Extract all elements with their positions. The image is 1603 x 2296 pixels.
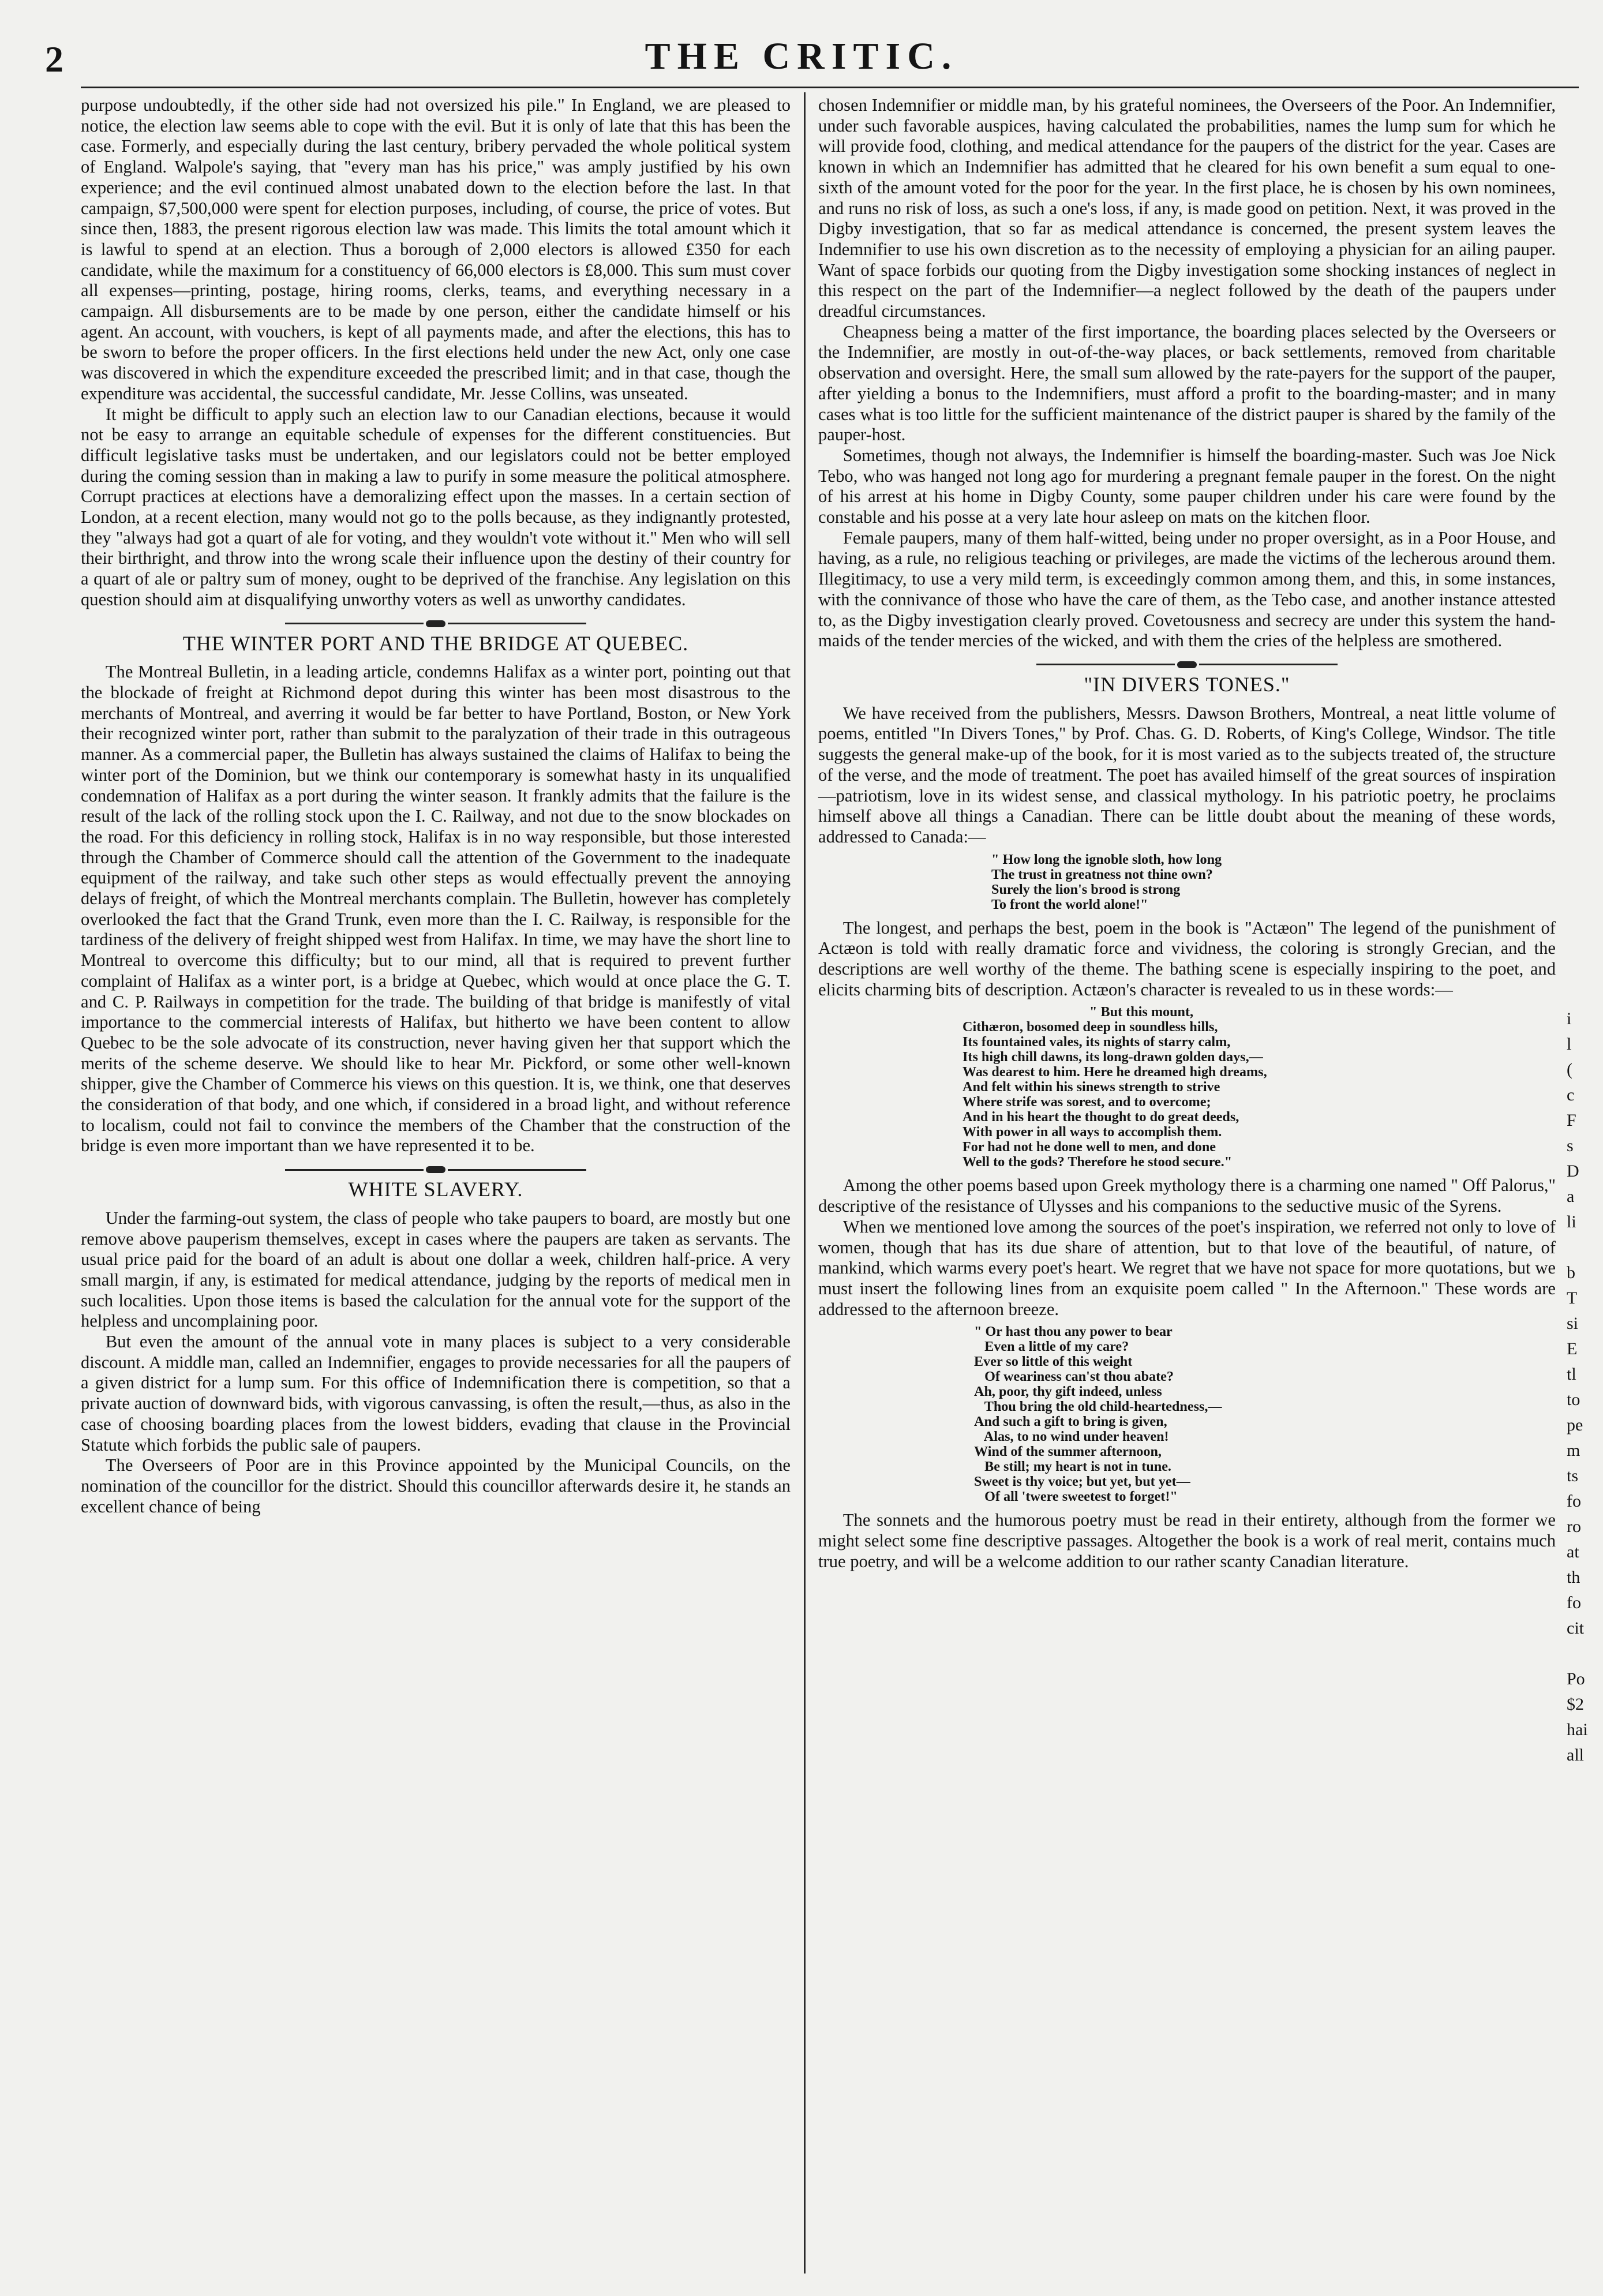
poem-line: And felt within his sinews strength to strive bbox=[962, 1079, 1220, 1095]
edge-fragment: $2 bbox=[1567, 1695, 1584, 1714]
edge-fragment: fo bbox=[1567, 1492, 1581, 1511]
edge-fragment: ro bbox=[1567, 1517, 1581, 1536]
ornament-divider bbox=[81, 610, 791, 634]
edge-fragment: b bbox=[1567, 1263, 1575, 1282]
poem-line: Ever so little of this weight bbox=[974, 1354, 1133, 1370]
poem-line: For had not he done well to men, and done bbox=[962, 1139, 1216, 1155]
edge-fragment: at bbox=[1567, 1542, 1579, 1561]
poem-line: " Or hast thou any power to bear bbox=[974, 1324, 1173, 1340]
poem-line: Surely the lion's brood is strong bbox=[991, 881, 1181, 897]
winter-port-paragraph: The Montreal Bulletin, in a leading article, condemns Halifax as a winter port, pointing out that the blockade of freight at Richmond depot during this winter has been most disastrous to the merchants of Montreal, and averring it would be far better to have Portland, Boston, or New York their recognized winter port, rather than submit to the paralyzation of their trade in this outrageous manner. As a commercial paper, the Bulletin has always sustained the claims of Halifax to being the winter port of the Dominion, but we think our contemporary is somewhat hasty in its unqualified condemnation of Halifax as a port during the winter season. It frankly admits that the failure is the result of the lack of the rolling stock upon the I. C. Railway, and not due to the snow blockades on the road. For this deficiency in rolling stock, Halifax is in no way responsible, but those interested through the Chamber of Commerce should call the attention of the Government to the inadequate equipment of the railway, and take such other steps as would effectually prevent the annoying delays of freight, of which the Montreal merchants complain. The Bulletin, however has completely overlooked the fact that the Grand Trunk, even more than the I. C. Railway, is responsible for the tardiness of the delivery of freight shipped west from Halifax. In time, we may have the short line to Montreal to overcome this difficulty; but to our mind, all that is required to prevent further complaint of Halifax as a winter port, is a bridge at Quebec, which would at once place the G. T. and C. P. Railways in competition for the trade. The building of that bridge is manifestly of vital importance to the commercial interests of Halifax, but hitherto we have been content to allow Quebec to be the sole advocate of its construction, never having given her that support which the merits of the scheme deserve. We should like to hear Mr. Pickford, or some other well-known shipper, give the Chamber of Commerce his views on this question. It is, we think, one that deserves the consideration of that body, and one which, if considered in a broad light, and without reference to localism, could not fail to convince the members of the Chamber that the construction of the bridge is even more important than we have represented it to be. bbox=[81, 662, 791, 1156]
poem-line: " But this mount, bbox=[1089, 1004, 1194, 1020]
edge-fragment: E bbox=[1567, 1339, 1578, 1358]
poem-line: Where strife was sorest, and to overcome; bbox=[962, 1094, 1211, 1110]
edge-fragment: pe bbox=[1567, 1415, 1583, 1434]
edge-fragment: Po bbox=[1567, 1669, 1585, 1688]
white-slavery-continued-1: chosen Indemnifier or middle man, by his grateful nominees, the Overseers of the Poor. An Indemnifier, under such favorable auspices, having calculated the probabilities, names the lump sum for which he will provide food, clothing, and medical attendance for the paupers of the district for the year. Cases are known in which an Indemnifier has admitted that he cleared for his own benefit a sum equal to one-sixth of the amount voted for the poor for the year. In the first place, he is chosen by his own nominees, and runs no risk of loss, as such a one's loss, if any, is made good on petition. Next, it was proved in the Digby investigation, that so far as medical attendance is concerned, the present system leaves the Indemnifier to use his own discretion as to the necessity of employing a physician for an ailing pauper. Want of space forbids our quoting from the Digby investigation some shocking instances of neglect in this respect on the part of the Indemnifier—a neglect followed by the death of the paupers under dreadful circumstances. bbox=[818, 95, 1556, 321]
ornament-divider bbox=[81, 1156, 791, 1179]
poem-actaeon bbox=[818, 1005, 1556, 1170]
edge-fragment: l bbox=[1567, 1035, 1572, 1054]
edge-fragment: a bbox=[1567, 1187, 1575, 1206]
poem-line: Ah, poor, thy gift indeed, unless bbox=[974, 1384, 1162, 1400]
white-slavery-paragraph-1: Under the farming-out system, the class of people who take paupers to board, are mostly but one remove above pauperism themselves, except in cases where the paupers are taken as servants. The usual price paid for the board of an adult is about one dollar a week, children half-price. A very small margin, if any, is estimated for medical attendance, judging by the reports of medical men in such localities. Upon those items is based the calculation for the annual vote for the support of the helpless and uncomplaining poor. bbox=[81, 1208, 791, 1331]
edge-fragment: tl bbox=[1567, 1365, 1576, 1384]
edge-fragment: D bbox=[1567, 1162, 1579, 1181]
poem-line: Was dearest to him. Here he dreamed high dreams, bbox=[962, 1064, 1267, 1080]
poem-line: Its high chill dawns, its long-drawn golden days,— bbox=[962, 1049, 1263, 1065]
ornament-divider bbox=[818, 651, 1556, 675]
edge-fragment: fo bbox=[1567, 1593, 1581, 1612]
column-rule bbox=[804, 92, 806, 2273]
poem-line: Wind of the summer afternoon, bbox=[974, 1444, 1162, 1460]
heading-in-divers-tones: "IN DIVERS TONES." bbox=[1084, 672, 1290, 696]
edge-fragment: m bbox=[1567, 1441, 1580, 1460]
poem-line: " How long the ignoble sloth, how long bbox=[991, 851, 1222, 867]
poem-line: Cithæron, bosomed deep in soundless hills, bbox=[962, 1019, 1218, 1035]
poem-line: Its fountained vales, its nights of starry calm, bbox=[962, 1034, 1231, 1050]
election-article-paragraph-2: It might be difficult to apply such an election law to our Canadian elections, because it would not be easy to arrange an equitable schedule of expenses for the different constituencies. But difficult legislative tasks must be undertaken, and our legislators could not be better employed during the coming session than in making a law to purify in some measure the political atmosphere. Corrupt practices at elections have a demoralizing effect upon the masses. In a certain section of London, at a recent election, many would not go to the polls because, as they indignantly protested, they "always had got a quart of ale for voting, and they wouldn't vote without it." Men who will sell their birthright, and throw into the wrong scale their influence upon the destiny of their country for a quart of ale or paltry sum of money, ought to be deprived of the franchise. Any legislation on this question should aim at disqualifying unworthy voters as well as unworthy candidates. bbox=[81, 404, 791, 609]
edge-fragment: th bbox=[1567, 1568, 1580, 1587]
white-slavery-continued-2: Cheapness being a matter of the first importance, the boarding places selected by the Overseers or the Indemnifier, are mostly in out-of-the-way places, or back settlements, removed from charitable observation and oversight. Here, the small sum allowed by the rate-payers for the support of the pauper, after yielding a bonus to the Indemnifiers, must afford a profit to the boarding-master; and in many cases what is too little for the sufficient maintenance of the district pauper is shared by the family of the pauper-host. bbox=[818, 321, 1556, 445]
poem-line: And in his heart the thought to do great deeds, bbox=[962, 1109, 1239, 1125]
poem-line: Of all 'twere sweetest to forget!" bbox=[974, 1489, 1178, 1505]
divers-tones-paragraph-3: Among the other poems based upon Greek mythology there is a charming one named " Off Palorus," descriptive of the resistance of Ulysses and his companions to the seductive music of the Syrens. bbox=[818, 1175, 1556, 1216]
edge-fragment: to bbox=[1567, 1390, 1580, 1409]
masthead-title: THE CRITIC. bbox=[645, 35, 958, 77]
edge-fragment: i bbox=[1567, 1009, 1572, 1028]
heading-winter-port: THE WINTER PORT AND THE BRIDGE AT QUEBEC. bbox=[182, 631, 689, 655]
election-article-paragraph-1: purpose undoubtedly, if the other side had not oversized his pile." In England, we are pleased to notice, the election law seems able to cope with the evil. But it is only of late that this has been the case. Formerly, and especially during the last century, bribery pervaded the whole political system of England. Walpole's saying, that "every man has his price," was amply justified by his own experience; and the evil continued almost unabated down to the election before the last. In that campaign, $7,500,000 were spent for election purposes, including, of course, the price of votes. But since then, 1883, the present rigorous election law was made. This limits the total amount which it is lawful to spend at an election. Thus a borough of 2,000 electors is allowed £350 for each candidate, while the maximum for a constituency of 66,000 electors is £8,000. This sum must cover all expenses—printing, postage, hiring rooms, clerks, teams, and everything necessary in a campaign. All disbursements are to be made by one person, either the candidate himself or his agent. An account, with vouchers, is kept of all payments made, and after the elections, this has to be sworn to before the proper officers. In the first elections held under the new Act, only one case was discovered in which the expenditure exceeded the prescribed limit; and in that case, though the expenditure was accidental, the successful candidate, Mr. Jesse Collins, was unseated. bbox=[81, 95, 791, 403]
edge-fragment: cit bbox=[1567, 1619, 1584, 1638]
edge-fragment bbox=[1567, 981, 1601, 1006]
white-slavery-continued-4: Female paupers, many of them half-witted, being under no proper oversight, as in a Poor House, and having, as a rule, no religious teaching or privileges, are made the victims of the lecherous around them. Illegitimacy, to use a very mild term, is exceedingly common among them, and this, in some instances, with the connivance of those who have the care of them, as the Tebo case, and another instance attested to, as the Digby investigation clearly proved. Covetousness and secrecy are under this system the hand-maids of the tender mercies of the wicked, and with them the cries of the helpless are smothered. bbox=[818, 527, 1556, 651]
edge-fragment bbox=[1567, 1235, 1601, 1260]
poem-line: And such a gift to bring is given, bbox=[974, 1414, 1167, 1430]
poem-line: The trust in greatness not thine own? bbox=[991, 866, 1213, 882]
poem-line: Sweet is thy voice; but yet, but yet— bbox=[974, 1474, 1190, 1490]
edge-fragment: li bbox=[1567, 1212, 1576, 1231]
poem-line: Of weariness can'st thou abate? bbox=[974, 1369, 1174, 1385]
poem-canada bbox=[818, 852, 1556, 912]
divers-tones-paragraph-2: The longest, and perhaps the best, poem in the book is "Actæon" The legend of the punishment of Actæon is told with really dramatic force and vividness, the coloring is strongly Grecian, and the descriptions are well worthy of the theme. The bathing scene is especially inspiring to the poet, and elicits charming bits of description. Actæon's character is revealed to us in these words:— bbox=[818, 917, 1556, 999]
poem-line: Even a little of my care? bbox=[974, 1339, 1129, 1355]
divers-tones-paragraph-4: When we mentioned love among the sources of the poet's inspiration, we referred not only to love of women, though that has its due share of attention, but to that love of the beautiful, of nature, of mankind, which warms every poet's heart. We regret that we have not space for more quotations, but we must insert the following lines from an exquisite poem called " In the Afternoon." These words are addressed to the afternoon breeze. bbox=[818, 1216, 1556, 1319]
divers-tones-paragraph-5: The sonnets and the humorous poetry must be read in their entirety, although from the former we might select some fine descriptive passages. Altogether the book is a work of real merit, contains much true poetry, and will be a welcome addition to our rather scanty Canadian literature. bbox=[818, 1510, 1556, 1571]
poem-line: Alas, to no wind under heaven! bbox=[974, 1429, 1169, 1445]
poem-line: Thou bring the old child-heartedness,— bbox=[974, 1399, 1222, 1415]
edge-fragment: F bbox=[1567, 1111, 1576, 1130]
edge-fragment: ts bbox=[1567, 1466, 1579, 1485]
page-number: 2 bbox=[45, 39, 63, 80]
poem-line: To front the world alone!" bbox=[991, 896, 1148, 912]
poem-line: Be still; my heart is not in tune. bbox=[974, 1459, 1171, 1475]
edge-fragment: hai bbox=[1567, 1720, 1588, 1739]
left-column bbox=[81, 95, 791, 1517]
edge-fragment: c bbox=[1567, 1085, 1575, 1104]
adjacent-page-edge-fragments bbox=[1567, 981, 1601, 1768]
poem-line: Well to the gods? Therefore he stood secure." bbox=[962, 1154, 1233, 1170]
poem-line: With power in all ways to accomplish them. bbox=[962, 1124, 1222, 1140]
divers-tones-paragraph-1: We have received from the publishers, Messrs. Dawson Brothers, Montreal, a neat little volume of poems, entitled "In Divers Tones," by Prof. Chas. G. D. Roberts, of King's College, Windsor. The title suggests the general make-up of the book, for it is most varied as to the subjects treated of, the structure of the verse, and the mode of treatment. The poet has availed himself of the great sources of inspiration—patriotism, love in its widest sense, and classical mythology. In his patriotic poetry, he proclaims himself above all things a Canadian. There can be little doubt about the meaning of these words, addressed to Canada:— bbox=[818, 703, 1556, 847]
right-column bbox=[818, 95, 1556, 1572]
poem-in-the-afternoon bbox=[818, 1324, 1556, 1504]
edge-fragment: s bbox=[1567, 1136, 1574, 1155]
edge-fragment bbox=[1567, 1641, 1601, 1666]
white-slavery-paragraph-3: The Overseers of Poor are in this Province appointed by the Municipal Councils, on the nomination of the councillor for the district. Should this councillor afterwards desire it, he stands an excellent chance of being bbox=[81, 1455, 791, 1516]
white-slavery-continued-3: Sometimes, though not always, the Indemnifier is himself the boarding-master. Such was Joe Nick Tebo, who was hanged not long ago for murdering a pregnant female pauper in the forest. On the night of his arrest at his home in Digby County, some pauper children under his care were found by the constable and his posse at a very late hour asleep on mats on the kitchen floor. bbox=[818, 445, 1556, 527]
heading-white-slavery: WHITE SLAVERY. bbox=[348, 1178, 523, 1201]
edge-fragment: all bbox=[1567, 1746, 1584, 1765]
edge-fragment: si bbox=[1567, 1314, 1579, 1333]
edge-fragment: T bbox=[1567, 1289, 1578, 1308]
white-slavery-paragraph-2: But even the amount of the annual vote in many places is subject to a very considerable discount. A middle man, called an Indemnifier, engages to provide necessaries for all the paupers of a given district for a lump sum. For this office of Indemnification there is competition, so that a private auction of downward bids, with vigorous canvassing, is often the result,—thus, as also in the case of choosing boarding places from the lowest bidders, evading that clause in the Provincial Statute which forbids the public sale of paupers. bbox=[81, 1332, 791, 1455]
top-rule bbox=[81, 87, 1579, 88]
edge-fragment: ( bbox=[1567, 1060, 1572, 1079]
